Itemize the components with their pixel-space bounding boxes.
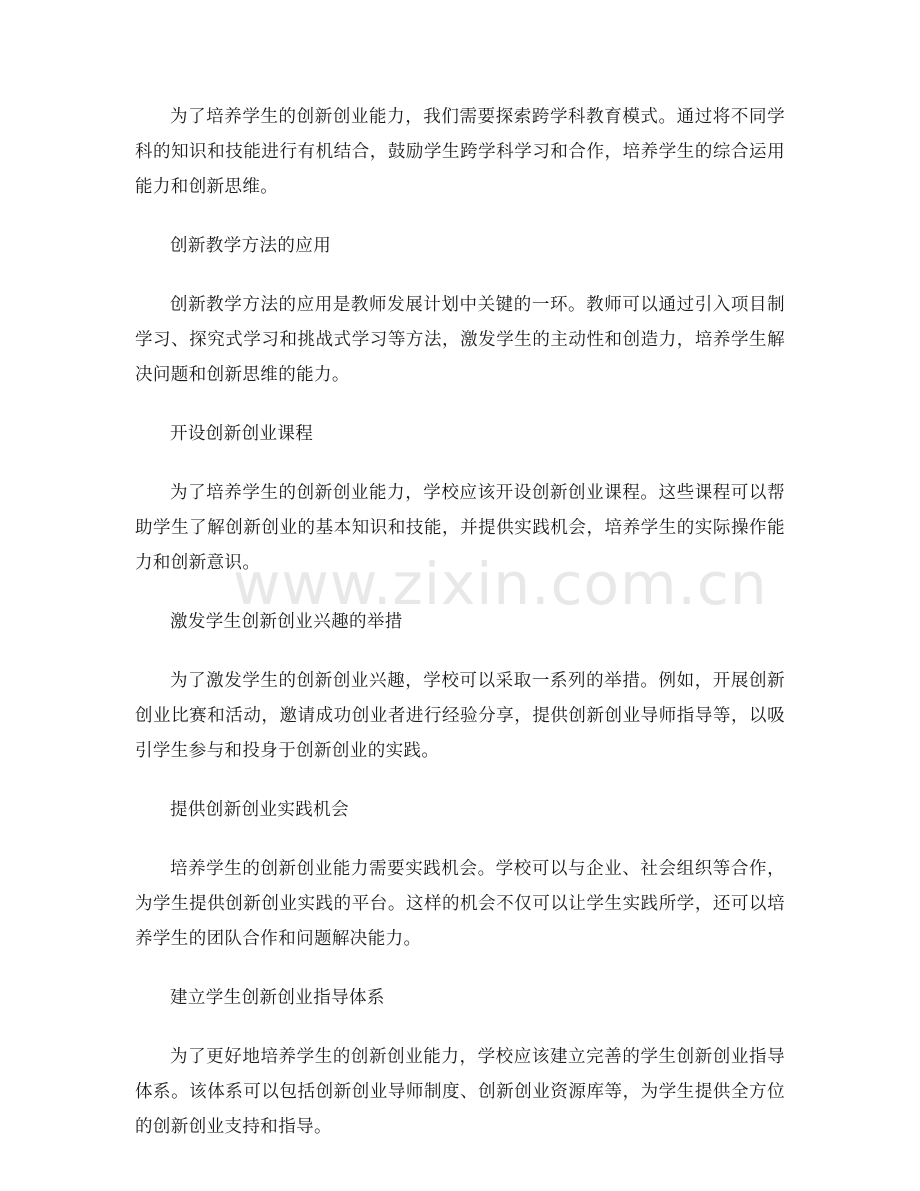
paragraph-guidance-system: 为了更好地培养学生的创新创业能力，学校应该建立完善的学生创新创业指导体系。该体系可以包括创新创业导师制度、创新创业资源库等，为学生提供全方位的创新创业支持和指导。 [135,1047,785,1137]
heading-guidance-system: 建立学生创新创业指导体系 [170,988,385,1008]
heading-courses: 开设创新创业课程 [170,424,314,444]
heading-teaching-methods: 创新教学方法的应用 [170,236,332,256]
paragraph-courses: 为了培养学生的创新创业能力，学校应该开设创新创业课程。这些课程可以帮助学生了解创新创业的基本知识和技能，并提供实践机会，培养学生的实际操作能力和创新意识。 [135,483,785,573]
heading-interest-measures: 激发学生创新创业兴趣的举措 [170,612,403,632]
paragraph-teaching-methods: 创新教学方法的应用是教师发展计划中关键的一环。教师可以通过引入项目制学习、探究式学习和挑战式学习等方法，激发学生的主动性和创造力，培养学生解决问题和创新思维的能力。 [135,295,785,385]
paragraph-practice: 培养学生的创新创业能力需要实践机会。学校可以与企业、社会组织等合作，为学生提供创新创业实践的平台。这样的机会不仅可以让学生实践所学，还可以培养学生的团队合作和问题解决能力。 [135,859,785,949]
document-body [135,100,785,1145]
watermark: www.zixin.com.cn [233,550,768,618]
paragraph-interdisciplinary: 为了培养学生的创新创业能力，我们需要探索跨学科教育模式。通过将不同学科的知识和技能进行有机结合，鼓励学生跨学科学习和合作，培养学生的综合运用能力和创新思维。 [135,107,785,197]
paragraph-interest-measures: 为了激发学生的创新创业兴趣，学校可以采取一系列的举措。例如，开展创新创业比赛和活动，邀请成功创业者进行经验分享，提供创新创业导师指导等，以吸引学生参与和投身于创新创业的实践。 [135,671,785,761]
heading-practice: 提供创新创业实践机会 [170,800,349,820]
